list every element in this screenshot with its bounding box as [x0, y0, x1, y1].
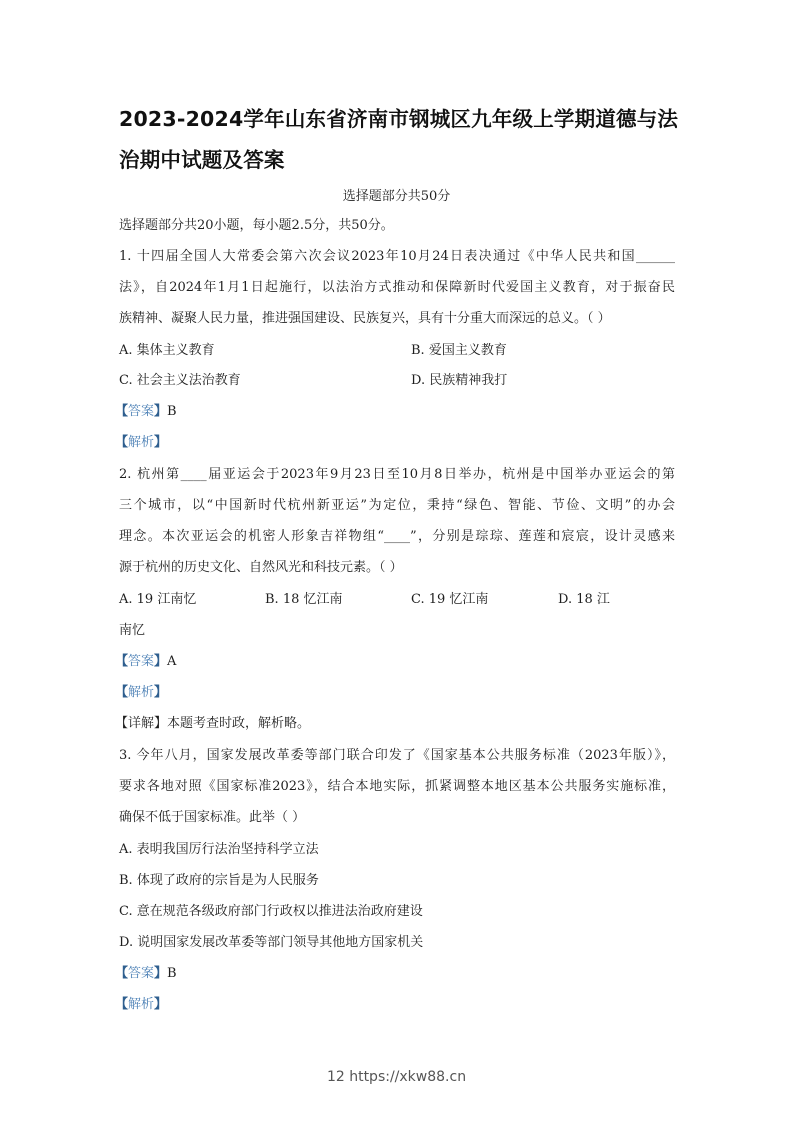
question-2-detail — [115, 714, 310, 734]
analysis-label: 解析 — [128, 685, 155, 700]
bracket-open: 【 — [115, 685, 129, 700]
question-1-line-2: 法》，自2024年1月1日起施行，以法治方式推动和保障新时代爱国主义教育，对于振奋民 — [119, 280, 675, 295]
answer-label: 答案 — [128, 966, 155, 981]
question-3-analysis — [115, 995, 167, 1015]
question-1-option-c: C. 社会主义法治教育 — [119, 373, 241, 388]
answer-value: A — [167, 654, 177, 669]
question-3-line-2: 要求各地对照《国家标准2023》，结合本地实际，抓紧调整本地区基本公共服务实施标准， — [119, 779, 675, 794]
question-2-option-c: C. 19 忆江南 — [411, 592, 489, 607]
question-3-line-1: 3. 今年八月，国家发展改革委等部门联合印发了《国家基本公共服务标准（2023年版）》， — [119, 748, 675, 763]
question-2-option-a: A. 19 江南忆 — [119, 592, 197, 607]
bracket-open: 【 — [115, 654, 129, 669]
bracket-open: 【 — [115, 716, 129, 731]
bracket-open: 【 — [115, 997, 129, 1012]
answer-value: B — [167, 966, 177, 981]
question-3-option-b: B. 体现了政府的宗旨是为人民服务 — [119, 873, 319, 888]
answer-label: 答案 — [128, 404, 155, 419]
bracket-close: 】 — [154, 685, 168, 700]
bracket-close: 】 — [154, 997, 168, 1012]
question-1-option-a: A. 集体主义教育 — [119, 343, 215, 358]
page-footer: 12 https://xkw88.cn — [326, 1069, 467, 1085]
question-1-line-3: 族精神、凝聚人民力量，推进强国建设、民族复兴，具有十分重大而深远的总义。（ ） — [119, 311, 611, 326]
bracket-close: 】 — [154, 654, 168, 669]
document-title-line-2: 治期中试题及答案 — [119, 148, 285, 172]
bracket-open: 【 — [115, 435, 129, 450]
question-3-answer — [115, 964, 177, 984]
question-2-line-3: 理念。本次亚运会的机密人形象吉祥物组“____”，分别是琮琮、莲莲和宸宸，设计灵感来 — [119, 529, 675, 544]
answer-value: B — [167, 404, 177, 419]
analysis-label: 解析 — [128, 997, 155, 1012]
question-1-analysis — [115, 433, 167, 453]
question-2-answer — [115, 652, 176, 672]
question-3-line-3: 确保不低于国家标准。此举（ ） — [119, 810, 306, 825]
question-2-line-4: 源于杭州的历史文化、自然风光和科技元素。（ ） — [119, 560, 403, 575]
question-2-option-d: D. 18 江 — [558, 592, 610, 607]
bracket-close: 】 — [154, 435, 168, 450]
question-2-line-2: 三个城市，以“中国新时代杭州新亚运”为定位，秉持“绿色、智能、节俭、文明”的办会 — [119, 498, 675, 513]
question-3-option-c: C. 意在规范各级政府部门行政权以推进法治政府建设 — [119, 904, 423, 919]
question-3-option-a: A. 表明我国厉行法治坚持科学立法 — [119, 842, 319, 857]
question-2-option-d-continued: 南忆 — [119, 623, 146, 638]
section-heading: 选择题部分共50分 — [342, 189, 451, 204]
bracket-open: 【 — [115, 404, 129, 419]
question-1-option-b: B. 爱国主义教育 — [411, 343, 507, 358]
question-1-answer — [115, 402, 177, 422]
bracket-open: 【 — [115, 966, 129, 981]
detail-label: 详解 — [128, 716, 155, 731]
document-title-line-1: 2023-2024学年山东省济南市钢城区九年级上学期道德与法 — [119, 107, 679, 131]
section-intro: 选择题部分共20小题，每小题2.5分，共50分。 — [119, 218, 394, 233]
question-3-option-d: D. 说明国家发展改革委等部门领导其他地方国家机关 — [119, 935, 424, 950]
bracket-close: 】 — [154, 966, 168, 981]
analysis-label: 解析 — [128, 435, 155, 450]
answer-label: 答案 — [128, 654, 155, 669]
question-2-analysis — [115, 683, 167, 703]
detail-text: 本题考查时政，解析略。 — [167, 716, 311, 731]
bracket-close: 】 — [154, 716, 168, 731]
question-2-option-b: B. 18 忆江南 — [265, 592, 343, 607]
bracket-close: 】 — [154, 404, 168, 419]
question-1-option-d: D. 民族精神我打 — [411, 373, 508, 388]
question-2-line-1: 2. 杭州第____届亚运会于2023年9月23日至10月8日举办，杭州是中国举办亚运会的第 — [119, 467, 675, 482]
question-1-line-1: 1. 十四届全国人大常委会第六次会议2023年10月24日表决通过《中华人民共和国______ — [119, 249, 675, 264]
